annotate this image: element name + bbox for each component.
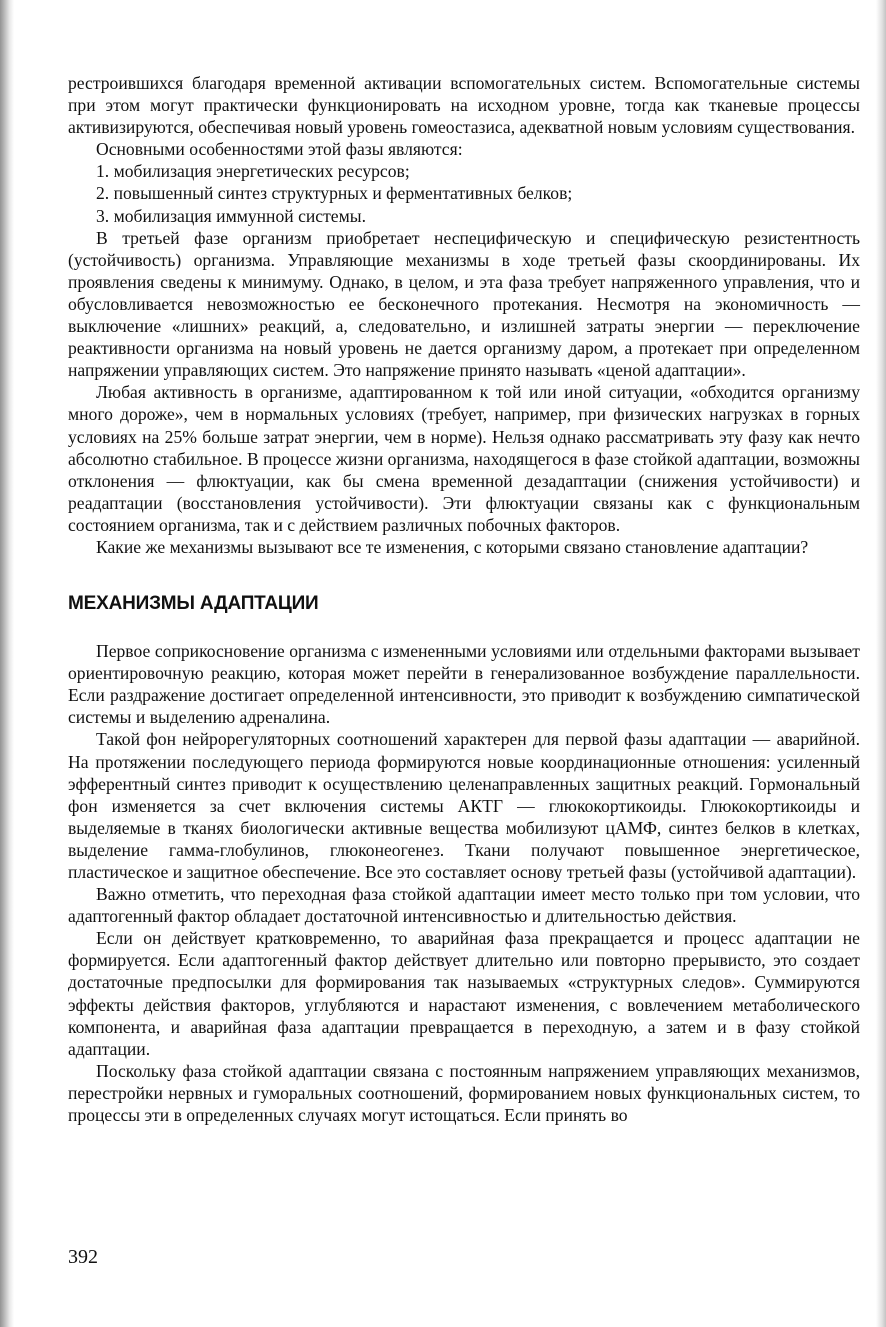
page-number: 392 [68,1246,98,1268]
paragraph-neuroregulatory: Такой фон нейрорегуляторных соотношений характерен для первой фазы адаптации — аварийной. На протяжении последующего периода формируются новые координационные отношения: усиленный эфферентный синтез приводит к осуществлению целенаправленных защитных реакций. Гормональный фон изменяется за счет включения системы АКТГ — глюкокортикоиды. Глюкокортикоиды и выделяемые в тканях биологически активные вещества мобилизуют цАМФ, синтез белков в клетках, выделение гамма-глобулинов, глюконеогенез. Ткани получают повышенное энергетическое, пластическое и защитное обеспечение. Все это составляет основу третьей фазы (устойчивой адаптации). [68,729,860,882]
list-item-2: 2. повышенный синтез структурных и ферментативных белков; [96,183,573,204]
scan-shadow-right [876,0,886,1327]
page-body [68,72,860,1126]
paragraph-stable-adaptation: Поскольку фаза стойкой адаптации связана с постоянным напряжением управляющих механизмов, перестройки нервных и гуморальных соотношений, формированием новых функциональных систем, то процессы эти в определенных случаях могут истощаться. Если принять во [68,1060,860,1126]
list-item-1: 1. мобилизация энергетических ресурсов; [96,161,410,182]
section-heading: МЕХАНИЗМЫ АДАПТАЦИИ [68,593,319,615]
scan-shadow-left [0,0,14,1327]
paragraph-question: Какие же механизмы вызывают все те изменения, с которыми связано становление адаптации? [96,536,809,557]
paragraph-important-note: Важно отметить, что переходная фаза стойкой адаптации имеет место только при том условии, что адаптогенный фактор обладает достаточной интенсивностью и длительностью действия. [68,884,860,927]
paragraph-first-contact: Первое соприкосновение организма с измененными условиями или отдельными факторами вызывает ориентировочную реакцию, которая может перейти в генерализованное возбуждение параллельности. Если раздражение достигает определенной интенсивности, это приводит к возбуждению симпатической системы и выделению адреналина. [68,641,860,728]
paragraph-third-phase: В третьей фазе организм приобретает неспецифическую и специфическую резистентность (устойчивость) организма. Управляющие механизмы в ходе третьей фазы скоординированы. Их проявления сведены к минимуму. Однако, в целом, и эта фаза требует напряженного управления, что и обусловливается невозможностью ее бесконечного протекания. Несмотря на экономичность — выключение «лишних» реакций, а, следовательно, и излишней затраты энергии — переключение реактивности организма на новый уровень не дается организму даром, а протекает при определенном напряжении управляющих систем. Это напряжение принято называть «ценой адаптации». [68,227,860,381]
paragraph-activity-cost: Любая активность в организме, адаптированном к той или иной ситуации, «обходится организму много дороже», чем в нормальных условиях (требует, например, при физических нагрузках в горных условиях на 25% больше затрат энергии, чем в норме). Нельзя однако рассматривать эту фазу как нечто абсолютно стабильное. В процессе жизни организма, находящегося в фазе стойкой адаптации, возможны отклонения — флюктуации, как бы смена временной дезадаптации (снижения устойчивости) и реадаптации (восстановления устойчивости). Эти флюктуации связаны как с функциональным состоянием организма, так и с действием различных побочных факторов. [68,382,860,535]
paragraph-continued: рестроившихся благодаря временной активации вспомогательных систем. Вспомогательные системы при этом могут практически функционировать на исходном уровне, тогда как тканевые процессы активизируются, обеспечивая новый уровень гомеостазиса, адекватной новым условиям существования. [68,73,860,138]
paragraph-features-intro: Основными особенностями этой фазы являются: [96,139,463,160]
paragraph-short-action: Если он действует кратковременно, то аварийная фаза прекращается и процесс адаптации не формируется. Если адаптогенный фактор действует длительно или повторно прерывисто, это создает достаточные предпосылки для формирования так называемых «структурных следов». Суммируются эффекты действия факторов, углубляются и нарастают изменения, с вовлечением метаболического компонента, и аварийная фаза адаптации превращается в переходную, а затем и в фазу стойкой адаптации. [68,928,860,1059]
list-item-3: 3. мобилизация иммунной системы. [96,205,366,226]
